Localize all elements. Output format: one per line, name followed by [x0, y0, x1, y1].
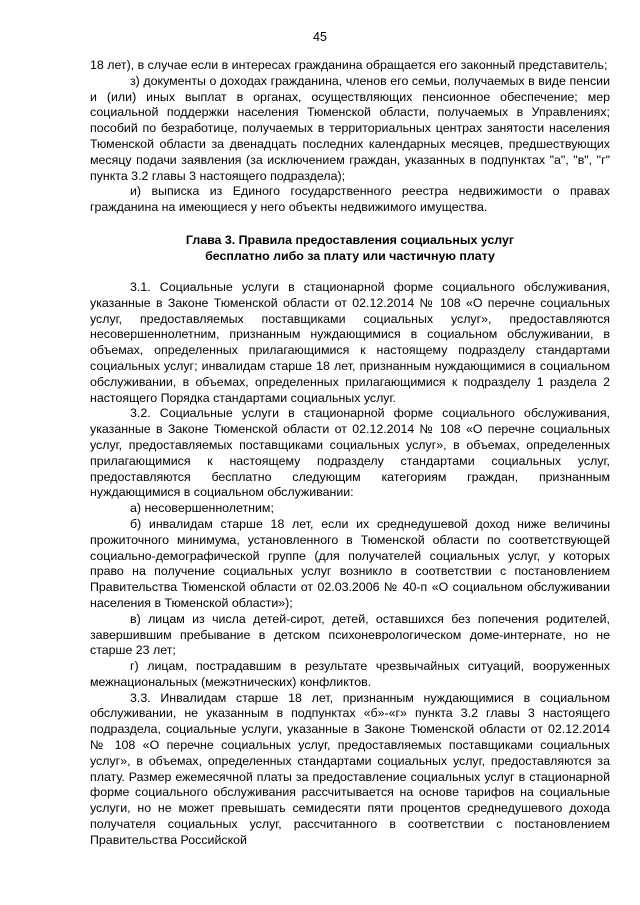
paragraph-continuation: 18 лет), в случае если в интересах гражданина обращается его законный представитель; [90, 58, 608, 72]
paragraph-3-2-a: а) несовершеннолетним; [130, 501, 274, 516]
chapter-heading-line-2: бесплатно либо за плату или частичную плату [205, 248, 495, 263]
paragraph-3-1: 3.1. Социальные услуги в стационарной форме социального обслуживания, указанные в Законе Тюменской области от 02.12.2014 № 108 «О перечне социальных услуг, предоставляемых поставщиками социальных услуг», предоставляются несовершеннолетним, признанным нуждающимися в социальном обслуживании, в объемах, определенных прилагающимися к настоящему подразделу стандартами социальных услуг; инвалидам старше 18 лет, признанным нуждающимися в социальном обслуживании, в объемах, определенных прилагающимися к подразделу 1 раздела 2 настоящего Порядка стандартами социальных услуг. [90, 279, 610, 405]
chapter-heading-line-1: Глава 3. Правила предоставления социальных услуг [185, 232, 515, 247]
paragraph-item-i: и) выписка из Единого государственного реестра недвижимости о правах гражданина на имеющиеся у него объекты недвижимого имущества. [90, 184, 610, 215]
page-number: 45 [313, 30, 327, 44]
paragraph-3-2-g: г) лицам, пострадавшим в результате чрезвычайных ситуаций, вооруженных межнациональных (межэтнических) конфликтов. [90, 659, 610, 689]
section-bottom [90, 280, 610, 849]
chapter-heading [90, 216, 610, 280]
paragraph-3-3: 3.3. Инвалидам старше 18 лет, признанным нуждающимися в социальном обслуживании, не указанным в подпунктах «б»-«г» пункта 3.2 главы 3 настоящего подраздела, социальные услуги, указанные в Законе Тюменской области от 02.12.2014 № 108 «О перечне социальных услуг, предоставляемых поставщиками социальных услуг», в объемах, определенных стандартами социальных услуг, предоставляются за плату. Размер ежемесячной платы за предоставление социальных услуг в стационарной форме социального обслуживания рассчитывается на основе тарифов на социальные услуги, но не может превышать семидесяти пяти процентов среднедушевого дохода получателя социальных услуг, рассчитанного в соответствии с постановлением Правительства Российской [90, 690, 610, 847]
paragraph-3-2: 3.2. Социальные услуги в стационарной форме социального обслуживания, указанные в Законе Тюменской области от 02.12.2014 № 108 «О перечне социальных услуг, предоставляемых поставщиками социальных услуг», в объемах, определенных прилагающимися к настоящему подразделу стандартами социальных услуг, предоставляются бесплатно следующим категориям граждан, признанным нуждающимися в социальном обслуживании: [90, 406, 610, 500]
paragraph-3-2-v: в) лицам из числа детей-сирот, детей, оставшихся без попечения родителей, завершившим пребывание в детском психоневрологическом доме-интернате, но не старше 23 лет; [90, 611, 610, 658]
paragraph-item-z: з) документы о доходах гражданина, членов его семьи, получаемых в виде пенсии и (или) иных выплат в органах, осуществляющих пенсионное обеспечение; мер социальной поддержки населения Тюменской области, получаемых в Управлениях; пособий по безработице, получаемых в территориальных центрах занятости населения Тюменской области за двенадцать последних календарных месяцев, предшествующих месяцу подачи заявления (за исключением граждан, указанных в подпунктах "а", "в", "г" пункта 3.2 главы 3 настоящего подраздела); [90, 73, 610, 183]
paragraph-3-2-b: б) инвалидам старше 18 лет, если их среднедушевой доход ниже величины прожиточного минимума, установленного в Тюменской области по соответствующей социально-демографической группе (для получателей социальных услуг, у которых право на получение социальных услуг возникло в соответствии с постановлением Правительства Тюменской области от 02.03.2006 № 40-п «О социальном обслуживании населения в Тюменской области»); [90, 516, 610, 610]
document-body [90, 58, 610, 849]
section-top [90, 58, 610, 216]
